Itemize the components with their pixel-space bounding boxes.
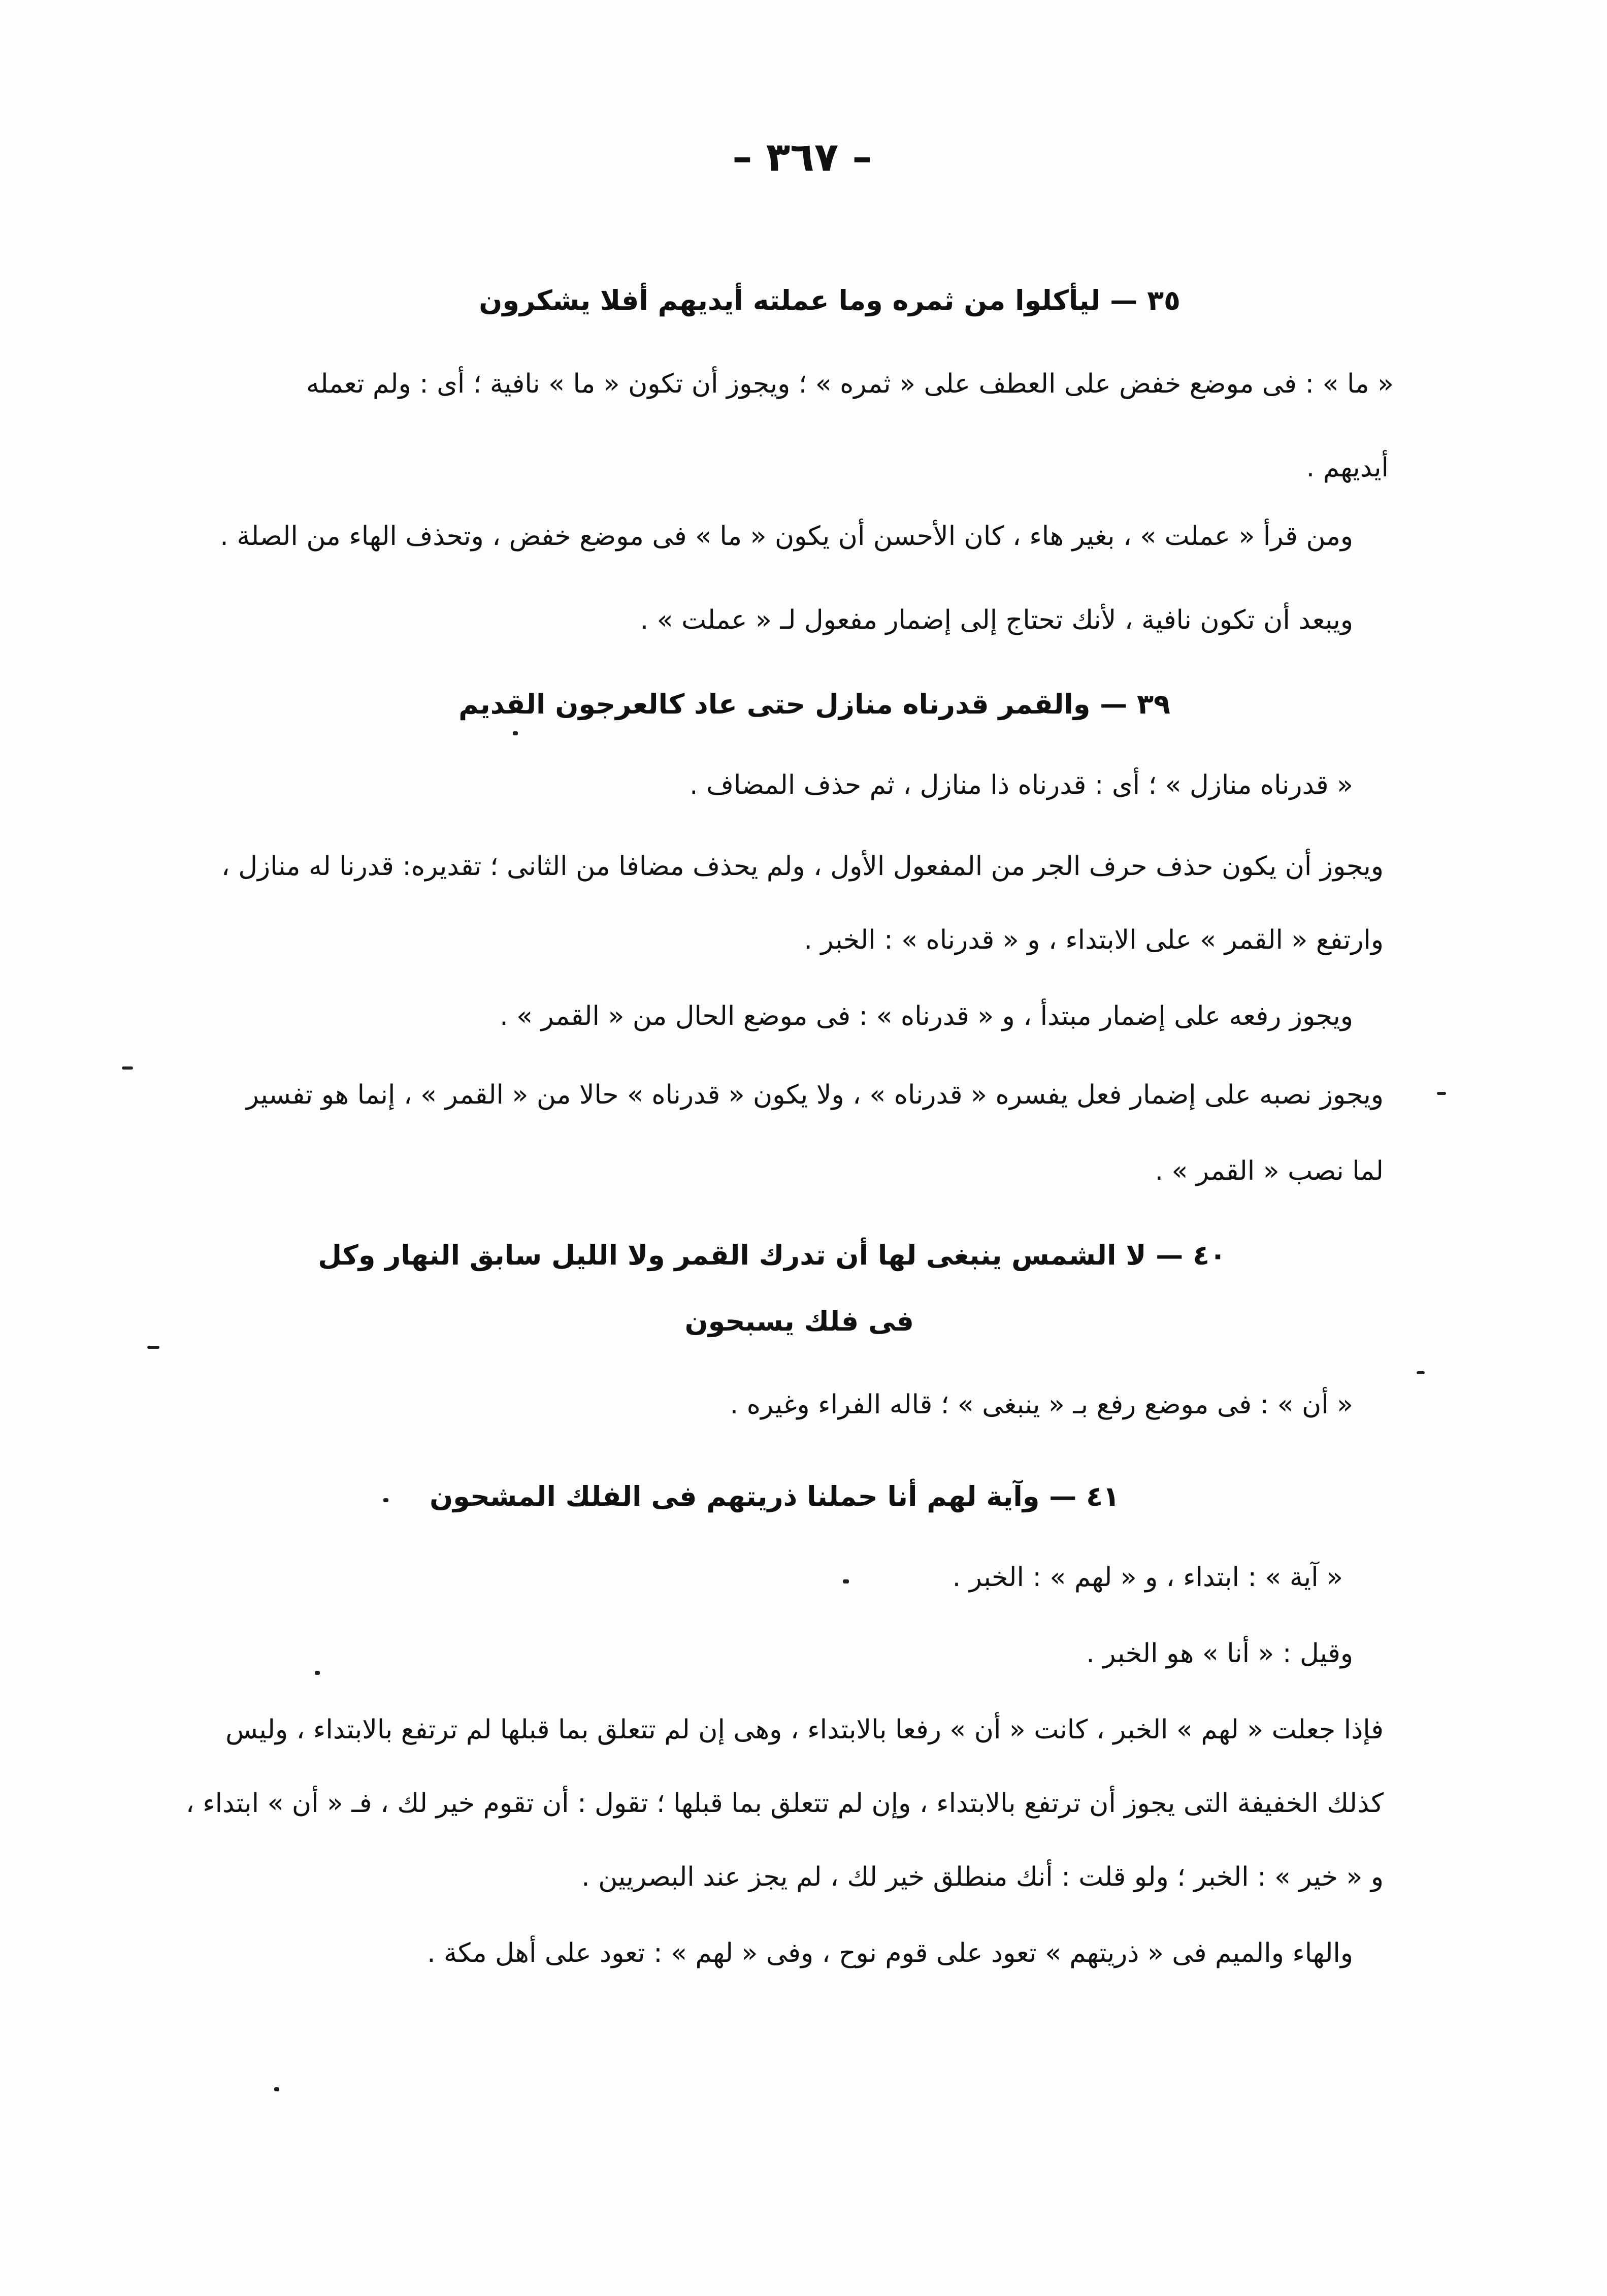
scan-mark: [383, 1498, 388, 1502]
commentary-line: وقيل : « أنا » هو الخبر .: [1086, 1638, 1353, 1669]
verse-35: ٣٥ — ليأكلوا من ثمره وما عملته أيديهم أفلا يشكرون: [479, 284, 1180, 316]
verse-40: ٤٠ — لا الشمس ينبغى لها أن تدرك القمر ولا الليل سابق النهار وكل: [318, 1239, 1226, 1271]
commentary-line: ويجوز أن يكون حذف حرف الجر من المفعول الأول ، ولم يحذف مضافا من الثانى ؛ تقديره: قدرنا له منازل ،: [221, 851, 1384, 882]
scan-mark: [1437, 1092, 1446, 1095]
scan-mark: [513, 731, 518, 735]
commentary-line: « آية » : ابتداء ، و « لهم » : الخبر .: [952, 1562, 1343, 1593]
commentary-line: والهاء والميم فى « ذريتهم » تعود على قوم نوح ، وفى « لهم » : تعود على أهل مكة .: [427, 1938, 1353, 1968]
verse-41: ٤١ — وآية لهم أنا حملنا ذريتهم فى الفلك المشحون: [430, 1480, 1120, 1512]
commentary-line: فإذا جعلت « لهم » الخبر ، كانت « أن » رفعا بالابتداء ، وهى إن لم تتعلق بما قبلها لم ترتفع بالابتداء ، وليس: [225, 1715, 1384, 1745]
commentary-line: ويجوز نصبه على إضمار فعل يفسره « قدرناه » ، ولا يكون « قدرناه » حالا من « القمر » ، إنما هو تفسير: [246, 1080, 1384, 1110]
page-number: – ٣٦٧ –: [732, 135, 872, 180]
commentary-line: و « خير » : الخبر ؛ ولو قلت : أنك منطلق خير لك ، لم يجز عند البصريين .: [581, 1862, 1384, 1892]
scan-mark: [1417, 1371, 1425, 1374]
commentary-line: ويجوز رفعه على إضمار مبتدأ ، و « قدرناه » : فى موضع الحال من « القمر » .: [500, 1001, 1353, 1031]
commentary-line: ويبعد أن تكون نافية ، لأنك تحتاج إلى إضمار مفعول لـ « عملت » .: [640, 605, 1353, 635]
commentary-line: « ما » : فى موضع خفض على العطف على « ثمره » ؛ ويجوز أن تكون « ما » نافية ؛ أى : ولم تعمله: [306, 369, 1394, 399]
commentary-line: أيديهم .: [1306, 452, 1389, 483]
scan-mark: [843, 1579, 849, 1583]
commentary-line: ومن قرأ « عملت » ، بغير هاء ، كان الأحسن أن يكون « ما » فى موضع خفض ، وتحذف الهاء من الصلة .: [220, 521, 1353, 552]
verse-39: ٣٩ — والقمر قدرناه منازل حتى عاد كالعرجون القديم: [458, 688, 1170, 720]
commentary-line: لما نصب « القمر » .: [1155, 1156, 1384, 1186]
scan-mark: [122, 1066, 133, 1070]
scan-mark: [147, 1346, 159, 1349]
scan-mark: [274, 2087, 279, 2091]
commentary-line: « قدرناه منازل » ؛ أى : قدرناه ذا منازل ، ثم حذف المضاف .: [690, 770, 1353, 800]
verse-40-continued: فى فلك يسبحون: [684, 1305, 914, 1337]
commentary-line: كذلك الخفيفة التى يجوز أن ترتفع بالابتداء ، وإن لم تتعلق بما قبلها ؛ تقول : أن تقوم خير لك ، فـ « أن » ابتداء ،: [185, 1788, 1384, 1819]
commentary-line: وارتفع « القمر » على الابتداء ، و « قدرناه » : الخبر .: [804, 925, 1384, 955]
scan-mark: [315, 1671, 320, 1675]
commentary-line: « أن » : فى موضع رفع بـ « ينبغى » ؛ قاله الفراء وغيره .: [730, 1389, 1353, 1420]
